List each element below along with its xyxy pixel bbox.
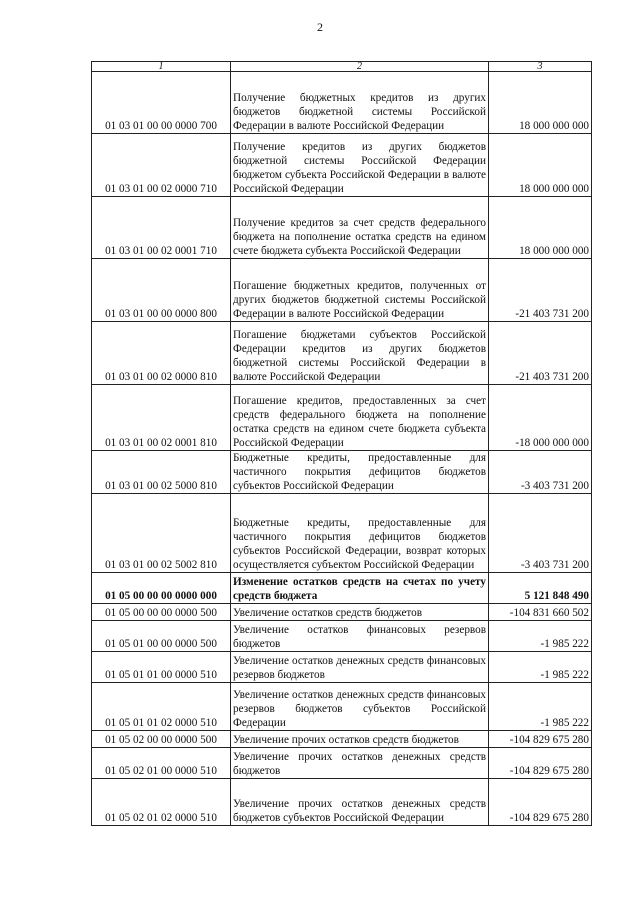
amount-cell: 18 000 000 000 bbox=[489, 134, 592, 197]
table-row bbox=[92, 259, 592, 322]
description-cell: Бюджетные кредиты, предоставленные для частичного покрытия дефицитов бюджетов субъектов Российской Федерации, возврат которых осуществляется субъектом Российской Федерации bbox=[231, 494, 489, 573]
description-cell: Увеличение прочих остатков денежных средств бюджетов субъектов Российской Федерации bbox=[231, 779, 489, 826]
code-cell: 01 03 01 00 02 0001 710 bbox=[92, 197, 231, 259]
column-header-code: 1 bbox=[92, 62, 231, 72]
amount-cell: -21 403 731 200 bbox=[489, 259, 592, 322]
amount-cell: -104 831 660 502 bbox=[489, 604, 592, 621]
description-cell: Получение кредитов за счет средств федерального бюджета на пополнение остатка средств на едином счете бюджета субъекта Российской Федерации bbox=[231, 197, 489, 259]
table-row bbox=[92, 134, 592, 197]
column-header-amount: 3 bbox=[489, 62, 592, 72]
code-cell: 01 03 01 00 02 5002 810 bbox=[92, 494, 231, 573]
table-row bbox=[92, 494, 592, 573]
description-cell: Погашение кредитов, предоставленных за счет средств федерального бюджета на пополнение остатка средств на едином счете бюджета субъекта Российской Федерации bbox=[231, 385, 489, 451]
description-cell: Увеличение остатков денежных средств финансовых резервов бюджетов субъектов Российской Федерации bbox=[231, 683, 489, 731]
amount-cell: -1 985 222 bbox=[489, 652, 592, 683]
amount-cell: -18 000 000 000 bbox=[489, 385, 592, 451]
code-cell: 01 03 01 00 02 0000 810 bbox=[92, 322, 231, 385]
table-row bbox=[92, 779, 592, 826]
description-cell: Увеличение остатков денежных средств финансовых резервов бюджетов bbox=[231, 652, 489, 683]
table-row bbox=[92, 731, 592, 748]
code-cell: 01 03 01 00 00 0000 800 bbox=[92, 259, 231, 322]
table-row bbox=[92, 621, 592, 652]
code-cell: 01 05 02 01 00 0000 510 bbox=[92, 748, 231, 779]
table-row bbox=[92, 652, 592, 683]
table-row bbox=[92, 573, 592, 604]
code-cell: 01 03 01 00 02 0000 710 bbox=[92, 134, 231, 197]
code-cell: 01 05 02 01 02 0000 510 bbox=[92, 779, 231, 826]
table-row bbox=[92, 385, 592, 451]
amount-cell: -104 829 675 280 bbox=[489, 779, 592, 826]
table-row bbox=[92, 72, 592, 134]
code-cell: 01 05 02 00 00 0000 500 bbox=[92, 731, 231, 748]
description-cell: Погашение бюджетами субъектов Российской Федерации кредитов из других бюджетов бюджетной системы Российской Федерации в валюте Российской Федерации bbox=[231, 322, 489, 385]
code-cell: 01 05 00 00 00 0000 500 bbox=[92, 604, 231, 621]
code-cell: 01 05 01 01 00 0000 510 bbox=[92, 652, 231, 683]
table-row bbox=[92, 683, 592, 731]
description-cell: Получение кредитов из других бюджетов бюджетной системы Российской Федерации бюджетом субъекта Российской Федерации в валюте Российской Федерации bbox=[231, 134, 489, 197]
table-row bbox=[92, 451, 592, 494]
code-cell: 01 05 01 00 00 0000 500 bbox=[92, 621, 231, 652]
code-cell: 01 05 01 01 02 0000 510 bbox=[92, 683, 231, 731]
table-header-row bbox=[92, 62, 592, 72]
column-header-description: 2 bbox=[231, 62, 489, 72]
budget-sources-table bbox=[91, 61, 592, 826]
description-cell: Погашение бюджетных кредитов, полученных от других бюджетов бюджетной системы Российской Федерации в валюте Российской Федерации bbox=[231, 259, 489, 322]
code-cell: 01 05 00 00 00 0000 000 bbox=[92, 573, 231, 604]
code-cell: 01 03 01 00 00 0000 700 bbox=[92, 72, 231, 134]
amount-cell: 18 000 000 000 bbox=[489, 72, 592, 134]
description-cell: Увеличение прочих остатков денежных средств бюджетов bbox=[231, 748, 489, 779]
page-number: 2 bbox=[317, 20, 323, 34]
amount-cell: -21 403 731 200 bbox=[489, 322, 592, 385]
code-cell: 01 03 01 00 02 5000 810 bbox=[92, 451, 231, 494]
amount-cell: -104 829 675 280 bbox=[489, 748, 592, 779]
description-cell: Увеличение остатков финансовых резервов бюджетов bbox=[231, 621, 489, 652]
amount-cell: -3 403 731 200 bbox=[489, 494, 592, 573]
code-cell: 01 03 01 00 02 0001 810 bbox=[92, 385, 231, 451]
amount-cell: 18 000 000 000 bbox=[489, 197, 592, 259]
table-row bbox=[92, 197, 592, 259]
amount-cell: -1 985 222 bbox=[489, 621, 592, 652]
description-cell: Увеличение остатков средств бюджетов bbox=[231, 604, 489, 621]
amount-cell: -1 985 222 bbox=[489, 683, 592, 731]
table-row bbox=[92, 322, 592, 385]
description-cell: Получение бюджетных кредитов из других бюджетов бюджетной системы Российской Федерации в валюте Российской Федерации bbox=[231, 72, 489, 134]
amount-cell: -3 403 731 200 bbox=[489, 451, 592, 494]
description-cell: Увеличение прочих остатков средств бюджетов bbox=[231, 731, 489, 748]
amount-cell: -104 829 675 280 bbox=[489, 731, 592, 748]
description-cell: Бюджетные кредиты, предоставленные для частичного покрытия дефицитов бюджетов субъектов Российской Федерации bbox=[231, 451, 489, 494]
table-row bbox=[92, 748, 592, 779]
description-cell: Изменение остатков средств на счетах по учету средств бюджета bbox=[231, 573, 489, 604]
table-row bbox=[92, 604, 592, 621]
amount-cell: 5 121 848 490 bbox=[489, 573, 592, 604]
